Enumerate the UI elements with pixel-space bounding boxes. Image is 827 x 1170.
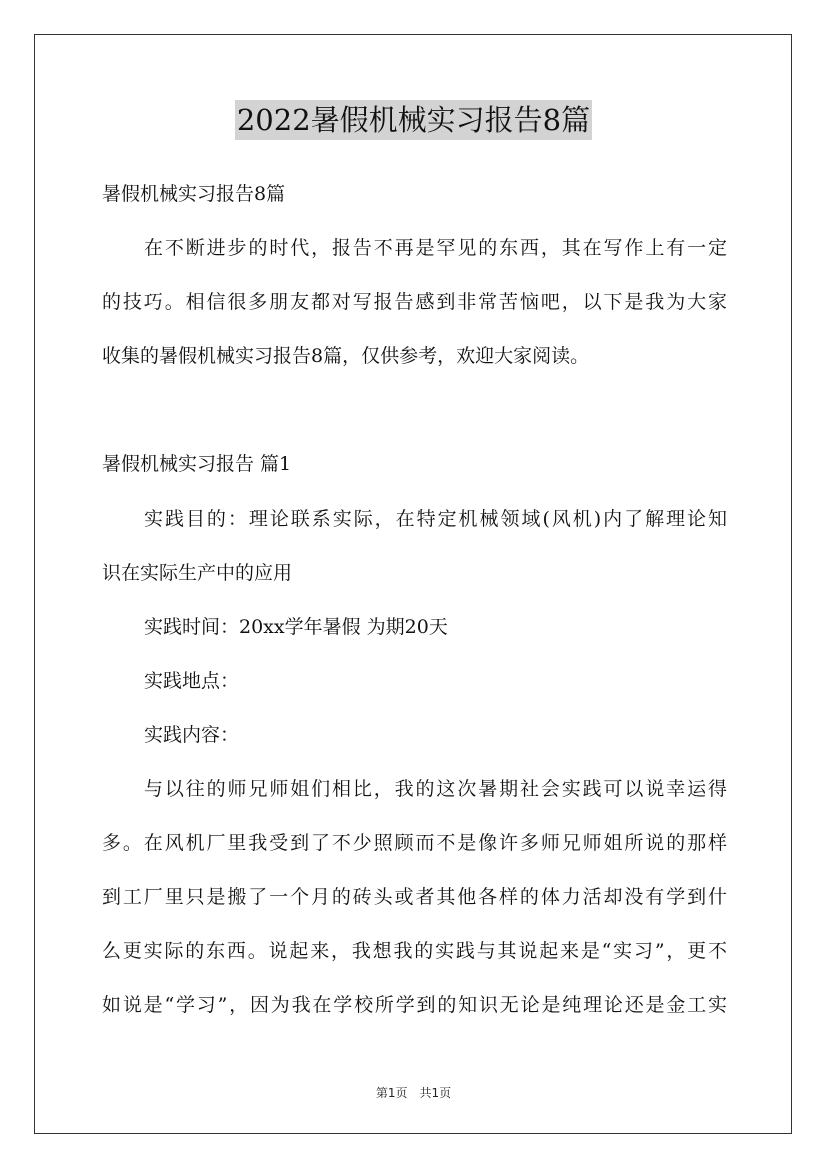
title-container [0,100,827,140]
paragraph-line: 到工厂里只是搬了一个月的砖头或者其他各样的体力活却没有学到什 [102,886,727,908]
paragraph-line: 实践目的：理论联系实际，在特定机械领域(风机)内了解理论知 [144,508,727,530]
section-heading: 暑假机械实习报告 篇1 [102,453,292,475]
paragraph-line: 实践时间：20xx学年暑假 为期20天 [144,616,448,638]
paragraph-line: 在不断进步的时代，报告不再是罕见的东西，其在写作上有一定 [144,237,727,259]
page-number: 第1页 共1页 [375,1086,452,1100]
paragraph-line: 如说是“学习”，因为我在学校所学到的知识无论是纯理论还是金工实 [102,994,727,1016]
paragraph-line: 的技巧。相信很多朋友都对写报告感到非常苦恼吧，以下是我为大家 [102,291,727,313]
paragraph-line: 实践内容： [144,724,240,746]
document-title: 2022暑假机械实习报告8篇 [235,100,592,140]
paragraph-line: 么更实际的东西。说起来，我想我的实践与其说起来是“实习”，更不 [102,940,727,962]
paragraph-line: 识在实际生产中的应用 [102,562,293,584]
paragraph-line: 与以往的师兄师姐们相比，我的这次暑期社会实践可以说幸运得 [144,778,727,800]
subtitle-line: 暑假机械实习报告8篇 [102,183,286,205]
paragraph-line: 多。在风机厂里我受到了不少照顾而不是像许多师兄师姐所说的那样 [102,832,727,854]
paragraph-line: 实践地点： [144,670,240,692]
paragraph-line: 收集的暑假机械实习报告8篇，仅供参考，欢迎大家阅读。 [102,345,590,367]
